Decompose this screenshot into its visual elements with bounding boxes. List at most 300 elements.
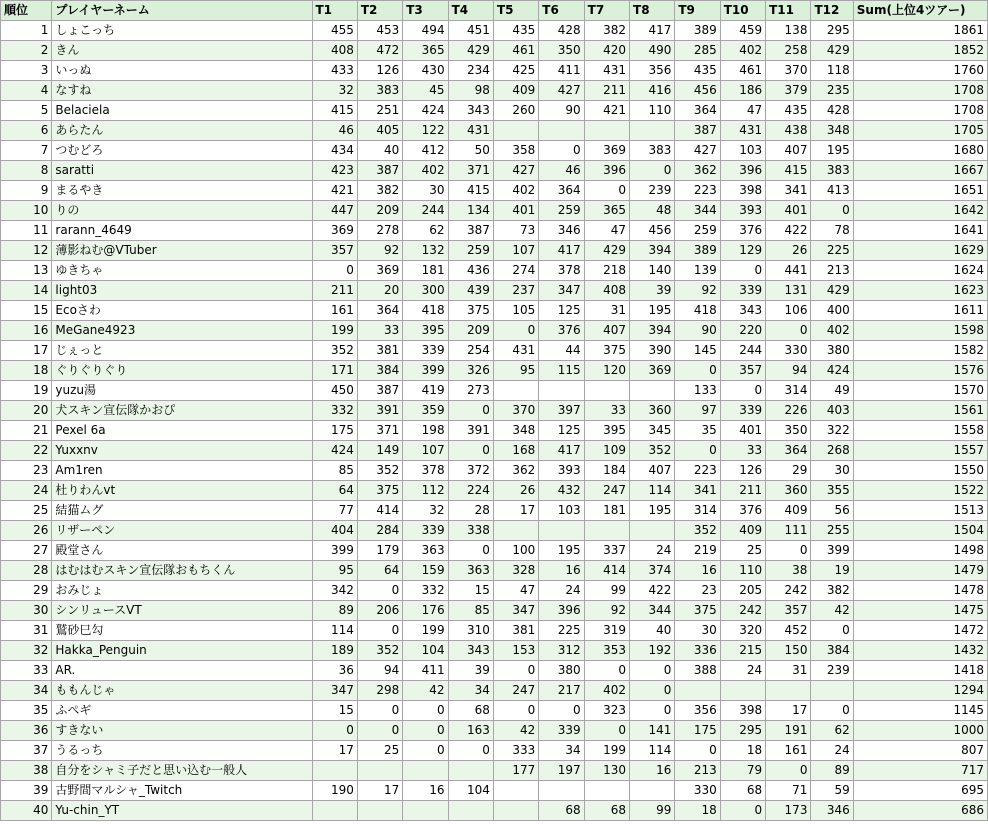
score-cell[interactable]: 115 <box>539 361 584 381</box>
score-cell[interactable]: 364 <box>766 441 811 461</box>
score-cell[interactable]: 439 <box>448 281 493 301</box>
score-cell[interactable]: 352 <box>357 641 402 661</box>
player-name-cell[interactable]: きん <box>52 41 312 61</box>
rank-cell[interactable]: 9 <box>1 181 52 201</box>
score-cell[interactable]: 145 <box>675 341 720 361</box>
sum-cell[interactable]: 1629 <box>853 241 987 261</box>
score-cell[interactable]: 0 <box>493 661 538 681</box>
sum-cell[interactable]: 1479 <box>853 561 987 581</box>
rank-cell[interactable]: 28 <box>1 561 52 581</box>
score-cell[interactable]: 461 <box>493 41 538 61</box>
player-name-cell[interactable]: ゆきちゃ <box>52 261 312 281</box>
score-cell[interactable] <box>766 681 811 701</box>
score-cell[interactable]: 384 <box>357 361 402 381</box>
score-cell[interactable]: 0 <box>312 261 357 281</box>
score-cell[interactable]: 17 <box>766 701 811 721</box>
score-cell[interactable] <box>357 761 402 781</box>
score-cell[interactable]: 31 <box>584 301 629 321</box>
score-cell[interactable]: 341 <box>675 481 720 501</box>
score-cell[interactable]: 36 <box>312 661 357 681</box>
score-cell[interactable]: 38 <box>766 561 811 581</box>
score-cell[interactable]: 431 <box>584 61 629 81</box>
score-cell[interactable]: 15 <box>312 701 357 721</box>
sum-cell[interactable]: 1760 <box>853 61 987 81</box>
score-cell[interactable]: 0 <box>493 701 538 721</box>
rank-cell[interactable]: 10 <box>1 201 52 221</box>
score-cell[interactable]: 382 <box>584 21 629 41</box>
score-cell[interactable]: 451 <box>448 21 493 41</box>
sum-cell[interactable]: 1000 <box>853 721 987 741</box>
score-cell[interactable]: 416 <box>630 81 675 101</box>
score-cell[interactable]: 186 <box>720 81 765 101</box>
score-cell[interactable]: 403 <box>811 401 853 421</box>
score-cell[interactable]: 104 <box>448 781 493 801</box>
score-cell[interactable]: 407 <box>584 321 629 341</box>
score-cell[interactable]: 0 <box>630 661 675 681</box>
sum-cell[interactable]: 1667 <box>853 161 987 181</box>
score-cell[interactable]: 332 <box>403 581 448 601</box>
score-cell[interactable]: 159 <box>403 561 448 581</box>
column-header[interactable]: T9 <box>675 1 720 21</box>
score-cell[interactable]: 39 <box>448 661 493 681</box>
score-cell[interactable]: 33 <box>584 401 629 421</box>
score-cell[interactable]: 459 <box>720 21 765 41</box>
score-cell[interactable]: 409 <box>766 501 811 521</box>
score-cell[interactable]: 430 <box>403 61 448 81</box>
score-cell[interactable]: 190 <box>312 781 357 801</box>
score-cell[interactable]: 198 <box>403 421 448 441</box>
score-cell[interactable]: 16 <box>539 561 584 581</box>
rank-cell[interactable]: 22 <box>1 441 52 461</box>
rank-cell[interactable]: 29 <box>1 581 52 601</box>
score-cell[interactable]: 77 <box>312 501 357 521</box>
rank-cell[interactable]: 37 <box>1 741 52 761</box>
score-cell[interactable]: 244 <box>403 201 448 221</box>
sum-cell[interactable]: 1558 <box>853 421 987 441</box>
sum-cell[interactable]: 1570 <box>853 381 987 401</box>
rank-cell[interactable]: 7 <box>1 141 52 161</box>
sum-cell[interactable]: 1576 <box>853 361 987 381</box>
sum-cell[interactable]: 1641 <box>853 221 987 241</box>
score-cell[interactable]: 364 <box>357 301 402 321</box>
score-cell[interactable]: 428 <box>539 21 584 41</box>
score-cell[interactable]: 195 <box>539 541 584 561</box>
player-name-cell[interactable]: ふぺギ <box>52 701 312 721</box>
score-cell[interactable]: 427 <box>539 81 584 101</box>
score-cell[interactable]: 251 <box>357 101 402 121</box>
score-cell[interactable]: 126 <box>357 61 402 81</box>
sum-cell[interactable]: 1705 <box>853 121 987 141</box>
score-cell[interactable]: 125 <box>539 301 584 321</box>
score-cell[interactable]: 181 <box>403 261 448 281</box>
rank-cell[interactable]: 40 <box>1 801 52 821</box>
score-cell[interactable]: 44 <box>539 341 584 361</box>
score-cell[interactable]: 45 <box>403 81 448 101</box>
score-cell[interactable]: 399 <box>312 541 357 561</box>
score-cell[interactable] <box>584 781 629 801</box>
score-cell[interactable]: 360 <box>630 401 675 421</box>
sum-cell[interactable]: 717 <box>853 761 987 781</box>
sum-cell[interactable]: 1561 <box>853 401 987 421</box>
score-cell[interactable]: 391 <box>448 421 493 441</box>
column-header[interactable]: T2 <box>357 1 402 21</box>
rank-cell[interactable]: 14 <box>1 281 52 301</box>
score-cell[interactable]: 295 <box>720 721 765 741</box>
score-cell[interactable]: 357 <box>720 361 765 381</box>
column-header[interactable]: T8 <box>630 1 675 21</box>
score-cell[interactable]: 122 <box>403 121 448 141</box>
score-cell[interactable]: 418 <box>403 301 448 321</box>
rank-cell[interactable]: 30 <box>1 601 52 621</box>
score-cell[interactable]: 378 <box>539 261 584 281</box>
player-name-cell[interactable]: Am1ren <box>52 461 312 481</box>
score-cell[interactable]: 114 <box>630 741 675 761</box>
score-cell[interactable]: 89 <box>811 761 853 781</box>
score-cell[interactable]: 85 <box>448 601 493 621</box>
score-cell[interactable]: 130 <box>584 761 629 781</box>
score-cell[interactable] <box>448 761 493 781</box>
score-cell[interactable]: 472 <box>357 41 402 61</box>
score-cell[interactable]: 118 <box>811 61 853 81</box>
score-cell[interactable]: 49 <box>811 381 853 401</box>
score-cell[interactable]: 242 <box>766 581 811 601</box>
sum-cell[interactable]: 1522 <box>853 481 987 501</box>
score-cell[interactable]: 419 <box>403 381 448 401</box>
score-cell[interactable]: 365 <box>584 201 629 221</box>
score-cell[interactable] <box>539 781 584 801</box>
player-name-cell[interactable]: リザーペン <box>52 521 312 541</box>
score-cell[interactable]: 402 <box>493 181 538 201</box>
score-cell[interactable]: 391 <box>357 401 402 421</box>
score-cell[interactable]: 428 <box>811 101 853 121</box>
score-cell[interactable]: 348 <box>811 121 853 141</box>
score-cell[interactable]: 383 <box>630 141 675 161</box>
score-cell[interactable]: 68 <box>448 701 493 721</box>
score-cell[interactable]: 402 <box>811 321 853 341</box>
score-cell[interactable]: 16 <box>630 761 675 781</box>
sum-cell[interactable]: 1498 <box>853 541 987 561</box>
score-cell[interactable]: 390 <box>630 341 675 361</box>
score-cell[interactable] <box>312 801 357 821</box>
player-name-cell[interactable]: AR. <box>52 661 312 681</box>
score-cell[interactable]: 131 <box>766 281 811 301</box>
score-cell[interactable]: 461 <box>720 61 765 81</box>
column-header[interactable]: T4 <box>448 1 493 21</box>
score-cell[interactable]: 26 <box>493 481 538 501</box>
score-cell[interactable] <box>493 521 538 541</box>
score-cell[interactable]: 409 <box>493 81 538 101</box>
score-cell[interactable]: 104 <box>403 641 448 661</box>
score-cell[interactable]: 139 <box>675 261 720 281</box>
score-cell[interactable]: 380 <box>539 661 584 681</box>
score-cell[interactable]: 435 <box>675 61 720 81</box>
rank-cell[interactable]: 17 <box>1 341 52 361</box>
score-cell[interactable]: 64 <box>312 481 357 501</box>
score-cell[interactable]: 347 <box>312 681 357 701</box>
score-cell[interactable]: 376 <box>539 321 584 341</box>
score-cell[interactable]: 34 <box>448 681 493 701</box>
score-cell[interactable]: 171 <box>312 361 357 381</box>
score-cell[interactable]: 438 <box>766 121 811 141</box>
score-cell[interactable]: 417 <box>630 21 675 41</box>
score-cell[interactable] <box>357 801 402 821</box>
score-cell[interactable]: 432 <box>539 481 584 501</box>
score-cell[interactable]: 387 <box>675 121 720 141</box>
player-name-cell[interactable]: yuzu湯 <box>52 381 312 401</box>
score-cell[interactable]: 79 <box>720 761 765 781</box>
score-cell[interactable]: 0 <box>720 261 765 281</box>
score-cell[interactable]: 46 <box>539 161 584 181</box>
player-name-cell[interactable]: 犬スキン宣伝隊かおぴ <box>52 401 312 421</box>
score-cell[interactable]: 211 <box>312 281 357 301</box>
score-cell[interactable]: 382 <box>357 181 402 201</box>
score-cell[interactable]: 353 <box>584 641 629 661</box>
score-cell[interactable]: 0 <box>720 801 765 821</box>
score-cell[interactable]: 401 <box>720 421 765 441</box>
score-cell[interactable]: 401 <box>493 201 538 221</box>
score-cell[interactable]: 427 <box>675 141 720 161</box>
score-cell[interactable]: 402 <box>584 681 629 701</box>
score-cell[interactable]: 420 <box>584 41 629 61</box>
score-cell[interactable]: 383 <box>811 161 853 181</box>
score-cell[interactable]: 433 <box>312 61 357 81</box>
rank-cell[interactable]: 18 <box>1 361 52 381</box>
score-cell[interactable]: 199 <box>403 621 448 641</box>
score-cell[interactable]: 85 <box>312 461 357 481</box>
score-cell[interactable]: 429 <box>811 281 853 301</box>
score-cell[interactable]: 103 <box>720 141 765 161</box>
rank-cell[interactable]: 34 <box>1 681 52 701</box>
score-cell[interactable]: 18 <box>720 741 765 761</box>
score-cell[interactable]: 415 <box>766 161 811 181</box>
player-name-cell[interactable]: Pexel 6a <box>52 421 312 441</box>
score-cell[interactable] <box>584 521 629 541</box>
score-cell[interactable]: 223 <box>675 181 720 201</box>
player-name-cell[interactable]: 結猫ムグ <box>52 501 312 521</box>
score-cell[interactable]: 195 <box>811 141 853 161</box>
player-name-cell[interactable]: あらたん <box>52 121 312 141</box>
score-cell[interactable]: 285 <box>675 41 720 61</box>
score-cell[interactable]: 398 <box>720 701 765 721</box>
score-cell[interactable]: 456 <box>675 81 720 101</box>
player-name-cell[interactable]: シンリュースVT <box>52 601 312 621</box>
score-cell[interactable]: 413 <box>811 181 853 201</box>
score-cell[interactable]: 359 <box>403 401 448 421</box>
score-cell[interactable]: 401 <box>766 201 811 221</box>
score-cell[interactable]: 0 <box>630 161 675 181</box>
score-cell[interactable]: 0 <box>493 321 538 341</box>
score-cell[interactable]: 343 <box>448 641 493 661</box>
score-cell[interactable]: 339 <box>539 721 584 741</box>
score-cell[interactable]: 346 <box>539 221 584 241</box>
column-header[interactable]: T10 <box>720 1 765 21</box>
score-cell[interactable]: 363 <box>448 561 493 581</box>
score-cell[interactable]: 352 <box>630 441 675 461</box>
score-cell[interactable]: 260 <box>493 101 538 121</box>
score-cell[interactable]: 417 <box>539 241 584 261</box>
score-cell[interactable]: 310 <box>448 621 493 641</box>
player-name-cell[interactable]: ももんじゃ <box>52 681 312 701</box>
score-cell[interactable]: 259 <box>448 241 493 261</box>
score-cell[interactable]: 95 <box>493 361 538 381</box>
score-cell[interactable]: 62 <box>811 721 853 741</box>
score-cell[interactable]: 429 <box>584 241 629 261</box>
score-cell[interactable]: 399 <box>811 541 853 561</box>
score-cell[interactable]: 375 <box>584 341 629 361</box>
score-cell[interactable]: 352 <box>675 521 720 541</box>
score-cell[interactable]: 191 <box>766 721 811 741</box>
player-name-cell[interactable]: 古野間マルシャ_Twitch <box>52 781 312 801</box>
score-cell[interactable]: 425 <box>493 61 538 81</box>
score-cell[interactable]: 447 <box>312 201 357 221</box>
score-cell[interactable]: 239 <box>630 181 675 201</box>
score-cell[interactable]: 412 <box>403 141 448 161</box>
score-cell[interactable]: 62 <box>403 221 448 241</box>
score-cell[interactable]: 19 <box>811 561 853 581</box>
score-cell[interactable]: 211 <box>720 481 765 501</box>
score-cell[interactable]: 0 <box>448 741 493 761</box>
rank-cell[interactable]: 16 <box>1 321 52 341</box>
score-cell[interactable] <box>720 681 765 701</box>
score-cell[interactable]: 30 <box>675 621 720 641</box>
score-cell[interactable]: 173 <box>766 801 811 821</box>
score-cell[interactable]: 133 <box>675 381 720 401</box>
score-cell[interactable] <box>630 781 675 801</box>
sum-cell[interactable]: 1432 <box>853 641 987 661</box>
player-name-cell[interactable]: MeGane4923 <box>52 321 312 341</box>
score-cell[interactable]: 150 <box>766 641 811 661</box>
score-cell[interactable]: 336 <box>675 641 720 661</box>
score-cell[interactable]: 372 <box>448 461 493 481</box>
column-header[interactable]: T11 <box>766 1 811 21</box>
score-cell[interactable]: 15 <box>448 581 493 601</box>
player-name-cell[interactable]: はむはむスキン宣伝隊おもちくん <box>52 561 312 581</box>
score-cell[interactable]: 424 <box>403 101 448 121</box>
player-name-cell[interactable]: Belaciela <box>52 101 312 121</box>
score-cell[interactable]: 343 <box>448 101 493 121</box>
score-cell[interactable]: 452 <box>766 621 811 641</box>
score-cell[interactable]: 99 <box>630 801 675 821</box>
score-cell[interactable]: 46 <box>312 121 357 141</box>
player-name-cell[interactable]: つむどろ <box>52 141 312 161</box>
score-cell[interactable]: 0 <box>357 621 402 641</box>
score-cell[interactable]: 370 <box>766 61 811 81</box>
score-cell[interactable]: 42 <box>811 601 853 621</box>
score-cell[interactable]: 0 <box>766 541 811 561</box>
score-cell[interactable]: 219 <box>675 541 720 561</box>
score-cell[interactable]: 0 <box>766 761 811 781</box>
score-cell[interactable]: 330 <box>675 781 720 801</box>
score-cell[interactable] <box>539 381 584 401</box>
sum-cell[interactable]: 1642 <box>853 201 987 221</box>
score-cell[interactable]: 258 <box>766 41 811 61</box>
score-cell[interactable]: 247 <box>584 481 629 501</box>
player-name-cell[interactable]: なすね <box>52 81 312 101</box>
score-cell[interactable]: 35 <box>675 421 720 441</box>
score-cell[interactable]: 421 <box>584 101 629 121</box>
score-cell[interactable]: 408 <box>312 41 357 61</box>
score-cell[interactable]: 350 <box>766 421 811 441</box>
score-cell[interactable]: 107 <box>493 241 538 261</box>
player-name-cell[interactable]: りの <box>52 201 312 221</box>
score-cell[interactable]: 326 <box>448 361 493 381</box>
player-name-cell[interactable]: 殿堂さん <box>52 541 312 561</box>
score-cell[interactable]: 209 <box>448 321 493 341</box>
score-cell[interactable]: 237 <box>493 281 538 301</box>
score-cell[interactable]: 42 <box>493 721 538 741</box>
score-cell[interactable]: 344 <box>675 201 720 221</box>
score-cell[interactable]: 223 <box>675 461 720 481</box>
score-cell[interactable]: 0 <box>811 621 853 641</box>
score-cell[interactable]: 168 <box>493 441 538 461</box>
score-cell[interactable]: 195 <box>630 501 675 521</box>
column-header[interactable]: T7 <box>584 1 629 21</box>
score-cell[interactable]: 362 <box>493 461 538 481</box>
rank-cell[interactable]: 5 <box>1 101 52 121</box>
sum-cell[interactable]: 1651 <box>853 181 987 201</box>
score-cell[interactable]: 396 <box>720 161 765 181</box>
score-cell[interactable]: 105 <box>493 301 538 321</box>
score-cell[interactable]: 339 <box>720 401 765 421</box>
player-name-cell[interactable]: Ecoさわ <box>52 301 312 321</box>
player-name-cell[interactable]: Hakka_Penguin <box>52 641 312 661</box>
score-cell[interactable]: 89 <box>312 601 357 621</box>
score-cell[interactable]: 0 <box>811 201 853 221</box>
score-cell[interactable]: 259 <box>675 221 720 241</box>
score-cell[interactable]: 16 <box>675 561 720 581</box>
score-cell[interactable]: 0 <box>403 721 448 741</box>
sum-cell[interactable]: 1557 <box>853 441 987 461</box>
score-cell[interactable]: 17 <box>357 781 402 801</box>
score-cell[interactable]: 374 <box>630 561 675 581</box>
score-cell[interactable]: 68 <box>720 781 765 801</box>
score-cell[interactable]: 337 <box>584 541 629 561</box>
score-cell[interactable]: 259 <box>539 201 584 221</box>
score-cell[interactable]: 381 <box>493 621 538 641</box>
score-cell[interactable]: 314 <box>766 381 811 401</box>
score-cell[interactable]: 369 <box>312 221 357 241</box>
player-name-cell[interactable]: Yu-chin_YT <box>52 801 312 821</box>
score-cell[interactable]: 347 <box>539 281 584 301</box>
score-cell[interactable]: 341 <box>766 181 811 201</box>
score-cell[interactable]: 394 <box>630 241 675 261</box>
score-cell[interactable]: 0 <box>312 721 357 741</box>
score-cell[interactable]: 34 <box>539 741 584 761</box>
sum-cell[interactable]: 1294 <box>853 681 987 701</box>
score-cell[interactable]: 197 <box>539 761 584 781</box>
score-cell[interactable]: 134 <box>448 201 493 221</box>
sum-cell[interactable]: 1418 <box>853 661 987 681</box>
score-cell[interactable]: 0 <box>675 361 720 381</box>
column-header[interactable]: T3 <box>403 1 448 21</box>
score-cell[interactable]: 0 <box>448 401 493 421</box>
score-cell[interactable]: 217 <box>539 681 584 701</box>
score-cell[interactable]: 25 <box>357 741 402 761</box>
score-cell[interactable]: 175 <box>675 721 720 741</box>
score-cell[interactable]: 370 <box>493 401 538 421</box>
score-cell[interactable]: 427 <box>493 161 538 181</box>
score-cell[interactable]: 364 <box>539 181 584 201</box>
score-cell[interactable] <box>675 681 720 701</box>
rank-cell[interactable]: 23 <box>1 461 52 481</box>
column-header[interactable]: Sum(上位4ツアー) <box>853 1 987 21</box>
score-cell[interactable]: 399 <box>403 361 448 381</box>
score-cell[interactable]: 220 <box>720 321 765 341</box>
score-cell[interactable]: 322 <box>811 421 853 441</box>
score-cell[interactable]: 346 <box>811 801 853 821</box>
score-cell[interactable]: 422 <box>630 581 675 601</box>
score-cell[interactable]: 32 <box>403 501 448 521</box>
